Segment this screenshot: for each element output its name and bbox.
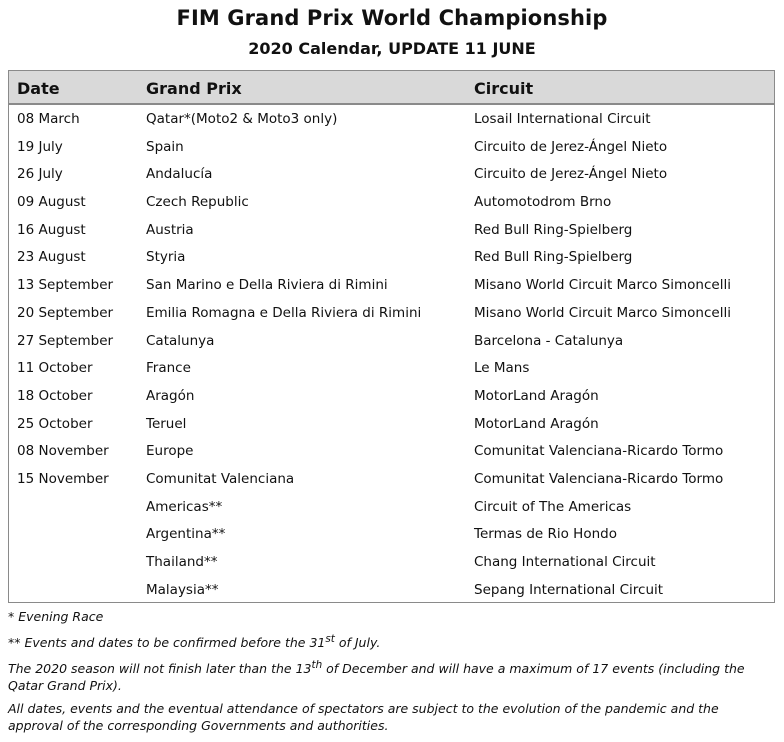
note-tbc-sup: st	[325, 633, 335, 645]
cell-circuit: Termas de Rio Hondo	[474, 526, 617, 543]
note-tbc	[8, 631, 776, 651]
table-row	[9, 385, 774, 413]
table-row	[9, 163, 774, 191]
page-title: FIM Grand Prix World Championship	[176, 6, 608, 30]
header-date: Date	[17, 79, 60, 98]
table-row	[9, 274, 774, 302]
note-season-sup: th	[311, 659, 323, 672]
cell-grand-prix: Austria	[146, 221, 194, 238]
cell-date: 20 September	[17, 304, 114, 321]
table-row	[9, 246, 774, 274]
table-row	[9, 302, 774, 330]
cell-circuit: MotorLand Aragón	[474, 387, 599, 404]
table-header-row	[9, 71, 774, 105]
cell-circuit: Le Mans	[474, 360, 530, 377]
table-row	[9, 468, 774, 496]
table-row	[9, 523, 774, 551]
cell-date: 08 March	[17, 111, 80, 127]
cell-circuit: Comunitat Valenciana-Ricardo Tormo	[474, 443, 724, 460]
cell-date: 25 October	[17, 415, 93, 432]
cell-grand-prix: Qatar*(Moto2 & Moto3 only)	[146, 111, 338, 127]
cell-circuit: Red Bull Ring-Spielberg	[474, 221, 633, 238]
table-row	[9, 357, 774, 385]
table-row	[9, 579, 774, 607]
cell-grand-prix: San Marino e Della Riviera di Rimini	[146, 277, 388, 294]
header-grand-prix: Grand Prix	[146, 79, 242, 98]
cell-date: 13 September	[17, 277, 114, 294]
table-row	[9, 219, 774, 247]
note-season-end: of December and will have a maximum of 17 events (including the Qatar Grand Prix).	[8, 661, 745, 694]
table-body	[9, 108, 774, 606]
cell-circuit: MotorLand Aragón	[474, 415, 599, 432]
cell-circuit: Red Bull Ring-Spielberg	[474, 249, 633, 266]
cell-grand-prix: Americas**	[146, 498, 223, 515]
table-row	[9, 440, 774, 468]
cell-circuit: Misano World Circuit Marco Simoncelli	[474, 277, 731, 294]
cell-circuit: Barcelona - Catalunya	[474, 332, 624, 349]
note-evening-race-text: * Evening Race	[8, 609, 104, 624]
cell-grand-prix: Andalucía	[146, 166, 213, 183]
cell-grand-prix: Emilia Romagna e Della Riviera di Rimini	[146, 304, 422, 321]
calendar-table	[8, 70, 775, 603]
cell-grand-prix: Europe	[146, 443, 194, 460]
table-row	[9, 496, 774, 524]
note-season-text: The 2020 season will not finish later than the 13	[8, 661, 312, 677]
footnotes	[8, 608, 776, 740]
note-evening-race	[8, 608, 776, 625]
cell-date: 16 August	[17, 221, 86, 238]
cell-grand-prix: Styria	[146, 249, 186, 266]
table-row	[9, 108, 774, 136]
table-row	[9, 191, 774, 219]
cell-circuit: Misano World Circuit Marco Simoncelli	[474, 304, 731, 321]
header-circuit: Circuit	[474, 79, 534, 98]
table-row	[9, 551, 774, 579]
cell-date: 08 November	[17, 443, 109, 460]
cell-grand-prix: Malaysia**	[146, 581, 219, 598]
cell-circuit: Automotodrom Brno	[474, 194, 612, 211]
table-row	[9, 413, 774, 441]
cell-grand-prix: Teruel	[146, 415, 187, 432]
note-disclaimer-text: All dates, events and the eventual attendance of spectators are subject to the evolution of the pandemic and the approval of the corresponding Governments and authorities.	[8, 701, 719, 734]
cell-grand-prix: Czech Republic	[146, 194, 249, 211]
cell-circuit: Circuito de Jerez-Ángel Nieto	[474, 166, 668, 183]
cell-date: 15 November	[17, 470, 109, 487]
cell-date: 23 August	[17, 249, 86, 266]
cell-grand-prix: France	[146, 360, 191, 377]
note-season	[8, 657, 776, 694]
note-tbc-text: ** Events and dates to be confirmed before the 31	[8, 635, 326, 651]
cell-circuit: Chang International Circuit	[474, 554, 656, 570]
cell-circuit: Circuit of The Americas	[474, 498, 632, 515]
cell-date: 09 August	[17, 194, 86, 211]
cell-circuit: Sepang International Circuit	[474, 581, 664, 598]
cell-date: 18 October	[17, 387, 93, 404]
cell-circuit: Circuito de Jerez-Ángel Nieto	[474, 138, 668, 155]
table-row	[9, 330, 774, 358]
page-subtitle: 2020 Calendar, UPDATE 11 JUNE	[248, 39, 536, 58]
cell-circuit: Losail International Circuit	[474, 111, 651, 127]
cell-date: 27 September	[17, 332, 114, 349]
note-disclaimer	[8, 700, 776, 734]
cell-grand-prix: Argentina**	[146, 526, 226, 543]
cell-grand-prix: Comunitat Valenciana	[146, 470, 295, 487]
cell-grand-prix: Thailand**	[146, 554, 218, 570]
cell-grand-prix: Spain	[146, 138, 184, 155]
table-row	[9, 136, 774, 164]
cell-date: 26 July	[17, 166, 63, 183]
cell-grand-prix: Catalunya	[146, 332, 215, 349]
cell-grand-prix: Aragón	[146, 387, 195, 404]
cell-circuit: Comunitat Valenciana-Ricardo Tormo	[474, 470, 724, 487]
cell-date: 19 July	[17, 138, 63, 155]
note-tbc-end: of July.	[334, 635, 381, 651]
cell-date: 11 October	[17, 360, 93, 377]
